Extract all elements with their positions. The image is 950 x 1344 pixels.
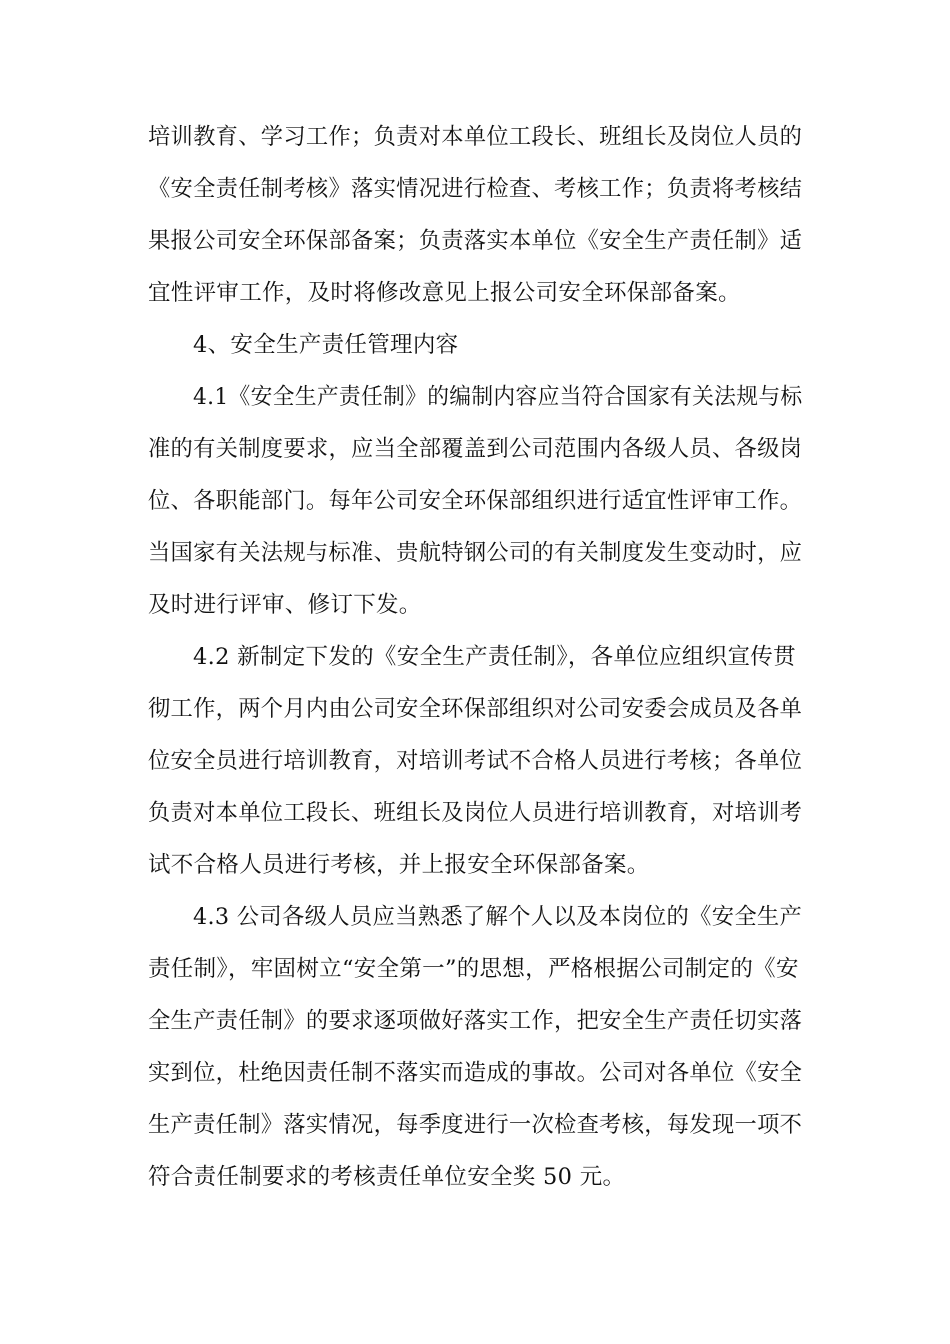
text-line: 当国家有关法规与标准、贵航特钢公司的有关制度发生变动时，应 (148, 540, 803, 566)
text-line: 彻工作，两个月内由公司安全环保部组织对公司安委会成员及各单 (148, 696, 803, 722)
text-line: 4.2 新制定下发的《安全生产责任制》，各单位应组织宣传贯 (193, 644, 796, 670)
section-heading: 4、安全生产责任管理内容 (193, 332, 459, 358)
text-line: 试不合格人员进行考核，并上报安全环保部备案。 (148, 852, 650, 878)
text-line: 培训教育、学习工作；负责对本单位工段长、班组长及岗位人员的 (148, 124, 803, 150)
text-line: 全生产责任制》的要求逐项做好落实工作，把安全生产责任切实落 (148, 1008, 803, 1034)
text-line: 宜性评审工作，及时将修改意见上报公司安全环保部备案。 (148, 280, 741, 306)
text-line: 《安全责任制考核》落实情况进行检查、考核工作；负责将考核结 (148, 176, 803, 202)
text-line: 及时进行评审、修订下发。 (148, 592, 422, 618)
text-line: 果报公司安全环保部备案；负责落实本单位《安全生产责任制》适 (148, 228, 803, 254)
text-line: 位安全员进行培训教育，对培训考试不合格人员进行考核；各单位 (148, 748, 803, 774)
text-line: 负责对本单位工段长、班组长及岗位人员进行培训教育，对培训考 (148, 800, 803, 826)
text-line: 4.1《安全生产责任制》的编制内容应当符合国家有关法规与标 (193, 384, 803, 410)
text-line: 实到位，杜绝因责任制不落实而造成的事故。公司对各单位《安全 (148, 1060, 803, 1086)
text-line: 生产责任制》落实情况，每季度进行一次检查考核，每发现一项不 (148, 1112, 803, 1138)
text-line: 责任制》，牢固树立“安全第一”的思想，严格根据公司制定的《安 (148, 956, 799, 982)
text-line: 4.3 公司各级人员应当熟悉了解个人以及本岗位的《安全生产 (193, 904, 803, 930)
text-line: 准的有关制度要求，应当全部覆盖到公司范围内各级人员、各级岗 (148, 436, 803, 462)
text-line: 符合责任制要求的考核责任单位安全奖 50 元。 (148, 1164, 626, 1190)
text-line: 位、各职能部门。每年公司安全环保部组织进行适宜性评审工作。 (148, 488, 803, 514)
